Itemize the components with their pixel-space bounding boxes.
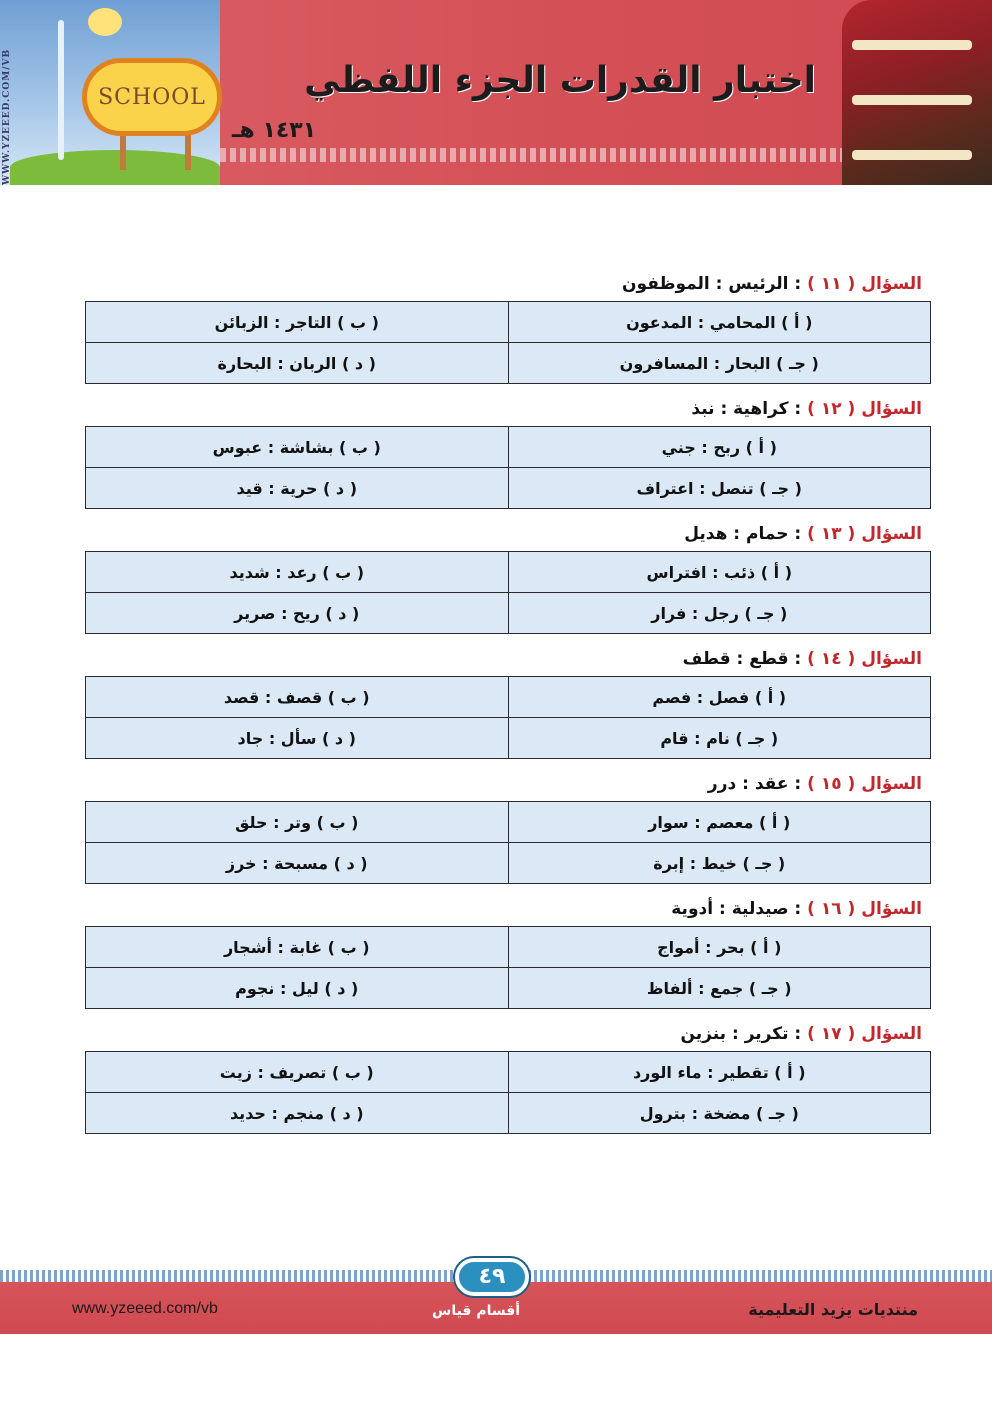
options-table	[85, 676, 931, 759]
options-table	[85, 1051, 931, 1134]
school-sign-text: SCHOOL	[98, 84, 206, 110]
option-a[interactable]: ( أ ) فصل : فصم	[508, 677, 931, 718]
option-c[interactable]: ( جـ ) خيط : إبرة	[508, 843, 931, 884]
options-row	[86, 677, 931, 718]
options-row	[86, 1052, 931, 1093]
options-row	[86, 593, 931, 634]
options-table	[85, 426, 931, 509]
option-c[interactable]: ( جـ ) جمع : ألفاظ	[508, 968, 931, 1009]
options-row	[86, 1093, 931, 1134]
option-b[interactable]: ( ب ) التاجر : الزبائن	[86, 302, 509, 343]
option-c[interactable]: ( جـ ) البحار : المسافرون	[508, 343, 931, 384]
option-d[interactable]: ( د ) ليل : نجوم	[86, 968, 509, 1009]
question-number: ( ١١ )	[807, 274, 856, 294]
question-11	[85, 268, 931, 384]
options-row	[86, 468, 931, 509]
options-row	[86, 927, 931, 968]
question-number: ( ١٤ )	[807, 649, 856, 669]
option-d[interactable]: ( د ) منجم : حديد	[86, 1093, 509, 1134]
question-heading	[85, 768, 931, 801]
options-row	[86, 552, 931, 593]
option-b[interactable]: ( ب ) بشاشة : عبوس	[86, 427, 509, 468]
question-heading	[85, 518, 931, 551]
question-heading	[85, 1018, 931, 1051]
question-pair: : صيدلية : أدوية	[671, 899, 802, 919]
question-heading	[85, 893, 931, 926]
question-pair: : قطع : قطف	[682, 649, 802, 669]
footer-forum-name: منتديات يزيد التعليمية	[748, 1300, 918, 1319]
question-pair: : تكرير : بنزين	[680, 1024, 802, 1044]
options-table	[85, 801, 931, 884]
book-page-edge	[852, 40, 972, 50]
option-a[interactable]: ( أ ) المحامي : المدعون	[508, 302, 931, 343]
question-pair: : الرئيس : الموظفون	[622, 274, 802, 294]
question-pair: : حمام : هديل	[684, 524, 802, 544]
sign-post-left	[120, 130, 126, 170]
option-d[interactable]: ( د ) مسبحة : خرز	[86, 843, 509, 884]
option-d[interactable]: ( د ) الربان : البحارة	[86, 343, 509, 384]
question-17	[85, 1018, 931, 1134]
options-row	[86, 302, 931, 343]
question-14	[85, 643, 931, 759]
page-number-badge: ٤٩	[455, 1258, 529, 1296]
question-label: السؤال	[861, 1024, 922, 1044]
option-c[interactable]: ( جـ ) رجل : فرار	[508, 593, 931, 634]
question-15	[85, 768, 931, 884]
options-row	[86, 718, 931, 759]
option-c[interactable]: ( جـ ) تنصل : اعتراف	[508, 468, 931, 509]
question-label: السؤال	[861, 274, 922, 294]
options-table	[85, 301, 931, 384]
question-label: السؤال	[861, 524, 922, 544]
options-row	[86, 427, 931, 468]
wave-divider	[220, 148, 870, 162]
option-b[interactable]: ( ب ) رعد : شديد	[86, 552, 509, 593]
question-number: ( ١٢ )	[807, 399, 856, 419]
option-a[interactable]: ( أ ) ربح : جني	[508, 427, 931, 468]
options-table	[85, 926, 931, 1009]
site-watermark: WWW.YZEEED.COM/VB	[2, 48, 12, 185]
question-number: ( ١٣ )	[807, 524, 856, 544]
option-c[interactable]: ( جـ ) نام : قام	[508, 718, 931, 759]
option-b[interactable]: ( ب ) وتر : حلق	[86, 802, 509, 843]
question-heading	[85, 268, 931, 301]
book-page-edge	[852, 150, 972, 160]
option-a[interactable]: ( أ ) معصم : سوار	[508, 802, 931, 843]
options-table	[85, 551, 931, 634]
option-a[interactable]: ( أ ) بحر : أمواج	[508, 927, 931, 968]
question-heading	[85, 393, 931, 426]
footer-section-label: أقسام قياس	[432, 1303, 521, 1319]
question-pair: : عقد : درر	[707, 774, 802, 794]
question-16	[85, 893, 931, 1009]
question-label: السؤال	[861, 774, 922, 794]
questions-list	[85, 268, 931, 1143]
sign-post-right	[185, 130, 191, 170]
footer-url-link[interactable]: www.yzeeed.com/vb	[72, 1300, 218, 1317]
option-d[interactable]: ( د ) ريح : صرير	[86, 593, 509, 634]
books-illustration	[842, 0, 992, 185]
option-b[interactable]: ( ب ) قصف : قصد	[86, 677, 509, 718]
options-row	[86, 843, 931, 884]
lamp-post-illustration	[58, 20, 64, 160]
question-number: ( ١٧ )	[807, 1024, 856, 1044]
question-number: ( ١٥ )	[807, 774, 856, 794]
book-page-edge	[852, 95, 972, 105]
hijri-year: ١٤٣١ هـ	[232, 118, 317, 143]
option-c[interactable]: ( جـ ) مضخة : بترول	[508, 1093, 931, 1134]
page-title: اختبار القدرات الجزء اللفظي	[304, 60, 816, 101]
question-number: ( ١٦ )	[807, 899, 856, 919]
question-label: السؤال	[861, 399, 922, 419]
lamp-head-illustration	[88, 8, 122, 36]
options-row	[86, 343, 931, 384]
option-a[interactable]: ( أ ) ذئب : افتراس	[508, 552, 931, 593]
question-13	[85, 518, 931, 634]
options-row	[86, 968, 931, 1009]
option-b[interactable]: ( ب ) غابة : أشجار	[86, 927, 509, 968]
option-b[interactable]: ( ب ) تصريف : زيت	[86, 1052, 509, 1093]
question-12	[85, 393, 931, 509]
option-d[interactable]: ( د ) سأل : جاد	[86, 718, 509, 759]
options-row	[86, 802, 931, 843]
question-label: السؤال	[861, 649, 922, 669]
school-sign-illustration	[82, 58, 222, 136]
header-banner	[0, 0, 992, 185]
question-heading	[85, 643, 931, 676]
option-d[interactable]: ( د ) حرية : قيد	[86, 468, 509, 509]
question-pair: : كراهية : نبذ	[691, 399, 802, 419]
option-a[interactable]: ( أ ) تقطير : ماء الورد	[508, 1052, 931, 1093]
question-label: السؤال	[861, 899, 922, 919]
